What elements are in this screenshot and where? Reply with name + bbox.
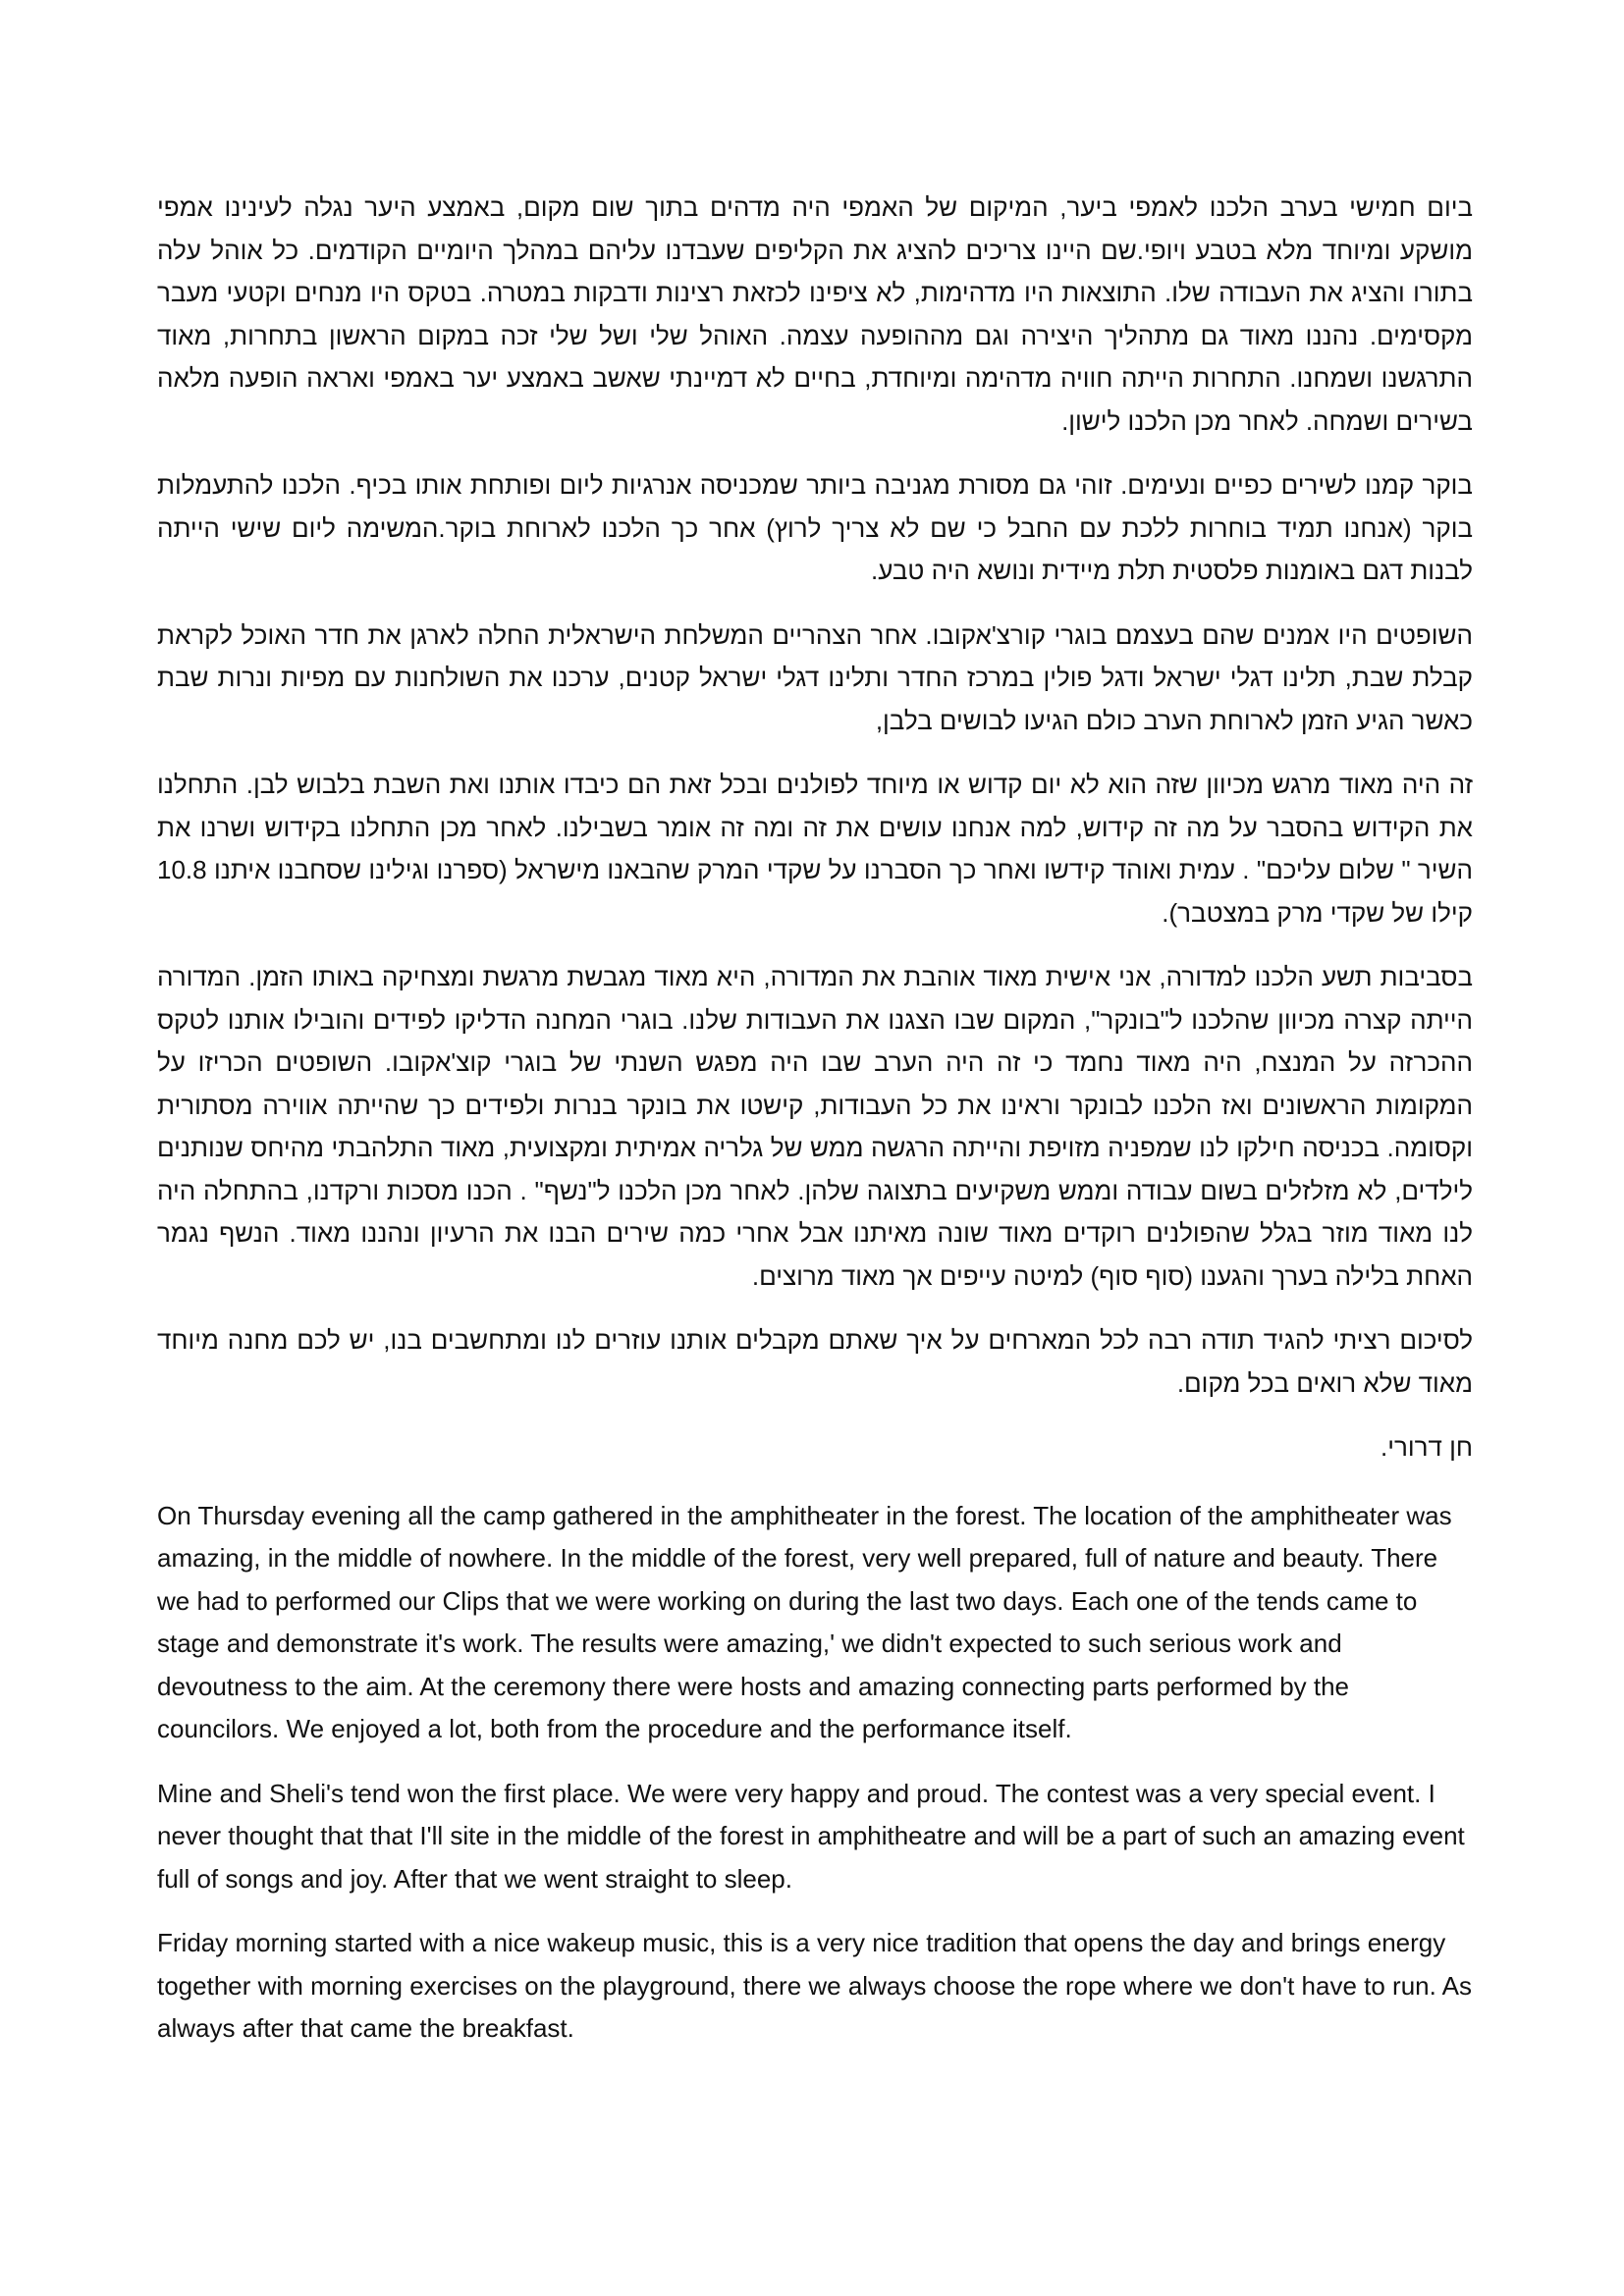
document-page xyxy=(157,187,1473,2072)
hebrew-paragraph-shabbat-preparation: השופטים היו אמנים שהם בעצמם בוגרי קורצ'אקובו. אחר הצהריים המשלחת הישראלית החלה לארגן את חדר האוכל לקראת קבלת שבת, תלינו דגלי ישראל ודגל פולין במרכז החדר ותלינו דגלי ישראל קטנים, ערכנו את השולחנות עם מפיות ונרות שבת כאשר הגיע הזמן לארוחת הערב כולם הגיעו לבושים בלבן, xyxy=(157,619,1473,735)
hebrew-paragraph-amphitheater: ביום חמישי בערב הלכנו לאמפי ביער, המיקום של האמפי היה מדהים בתוך שום מקום, באמצע היער נגלה לעינינו אמפי מושקע ומיוחד מלא בטבע ויופי.שם היינו צריכים להציג את הקליפים שעבדנו עליהם במהלך היומיים הקודמים. כל אוהל עלה בתורו והציג את העבודה שלו. התוצאות היו מדהימות, לא ציפינו לכזאת רצינות ודבקות במטרה. בטקס היו מנחים וקטעי מעבר מקסימים. נהננו מאוד גם מתהליך היצירה וגם מההופעה עצמה. האוהל שלי ושל שלי זכה במקום הראשון בתחרות, מאוד התרגשנו ושמחנו. התחרות הייתה חוויה מדהימה ומיוחדת, בחיים לא דמיינתי שאשב באמצע יער באמפי ואראה הופעה מלאה בשירים ושמחה. לאחר מכן הלכנו לישון. xyxy=(157,192,1473,436)
hebrew-paragraph-bonfire: בסביבות תשע הלכנו למדורה, אני אישית מאוד אוהבת את המדורה, היא מאוד מגבשת מרגשת ומצחיקה באותו הזמן. המדורה הייתה קצרה מכיוון שהלכנו ל"בונקר", המקום שבו הצגנו את העבודות שלנו. בוגרי המחנה הדליקו לפידים והובילו אותנו לטקס ההכרזה על המנצח, היה מאוד נחמד כי זה היה הערב שבו היה מפגש השנתי של בוגרי קוצ'אקובו. השופטים הכריזו על המקומות הראשונים ואז הלכנו לבונקר וראינו את כל העבודות, קישטו את בונקר בנרות ולפידים כך שהייתה אווירה מסתורית וקסומה. בכניסה חילקו לנו שמפניה מזויפת והייתה הרגשה ממש של גלריה אמיתית ומקצועית, מאוד התלהבתי מהיחס שנותנים לילדים, לא מזלזלים בשום עבודה וממש משקיעים בתצוגה שלהן. לאחר מכן הלכנו ל"נשף" . הכנו מסכות ורקדנו, בהתחלה היה לנו מאוד מוזר בגלל שהפולנים רוקדים מאוד שונה מאיתנו אבל אחרי כמה שירים הבנו את הרעיון ונהננו מאוד. הנשף נגמר האחת בלילה בערך והגענו (סוף סוף) למיטה עייפים אך מאוד מרוצים. xyxy=(157,962,1473,1291)
hebrew-paragraph-summary: לסיכום רציתי להגיד תודה רבה לכל המארחים על איך שאתם מקבלים אותנו עוזרים לנו ומתחשבים בנו, יש לכם מחנה מיוחד מאוד שלא רואים בכל מקום. xyxy=(157,1325,1473,1398)
english-paragraph-contest: Mine and Sheli's tend won the first place. We were very happy and proud. The contest was a very special event. I never thought that that I'll site in the middle of the forest in amphitheatre and will be a part of such an amazing event full of songs and joy. After that we went straight to sleep. xyxy=(157,1778,1465,1894)
hebrew-signature: חן דרורי. xyxy=(1380,1432,1473,1462)
english-paragraph-morning: Friday morning started with a nice wakeup music, this is a very nice tradition that opens the day and brings energy together with morning exercises on the playground, there we always choose the rope where we don't have to run. As always after that came the breakfast. xyxy=(157,1928,1472,2043)
hebrew-paragraph-kiddush: זה היה מאוד מרגש מכיוון שזה הוא לא יום קדוש או מיוחד לפולנים ובכל זאת הם כיבדו אותנו ואת השבת בלבוש לבן. התחלנו את הקידוש בהסבר על מה זה קידוש, למה אנחנו עושים את זה ומה זה אומר בשבילנו. לאחר מכן התחלנו בקידוש ושרנו את השיר " שלום עליכם" . עמית ואוהד קידשו ואחר כך הסברנו על שקדי המרק שהבאנו מישראל (ספרנו וגילינו שסחבנו איתנו 10.8 קילו של שקדי מרק במצטבר). xyxy=(157,770,1473,928)
hebrew-paragraph-morning: בוקר קמנו לשירים כפיים ונעימים. זוהי גם מסורת מגניבה ביותר שמכניסה אנרגיות ליום ופותחת אותו בכיף. הלכנו להתעמלות בוקר (אנחנו תמיד בוחרות ללכת עם החבל כי שם לא צריך לרוץ) אחר כך הלכנו לארוחת בוקר.המשימה ליום שישי הייתה לבנות דגם באומנות פלסטית תלת מיידית ונושא היה טבע. xyxy=(157,470,1473,585)
english-paragraph-amphitheater: On Thursday evening all the camp gathered in the amphitheater in the forest. The location of the amphitheater was amazing, in the middle of nowhere. In the middle of the forest, very well prepared, full of nature and beauty. There we had to performed our Clips that we were working on during the last two days. Each one of the tends came to stage and demonstrate it's work. The results were amazing,' we didn't expected to such serious work and devoutness to the aim. At the ceremony there were hosts and amazing connecting parts performed by the councilors. We enjoyed a lot, both from the procedure and the performance itself. xyxy=(157,1500,1452,1743)
